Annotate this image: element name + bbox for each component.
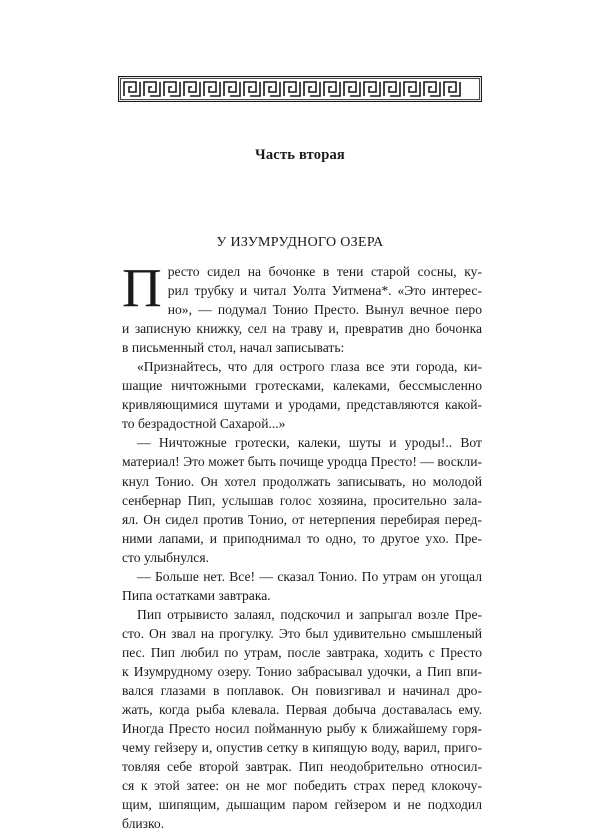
chapter-title: У ИЗУМРУДНОГО ОЗЕРА — [216, 235, 384, 250]
text-line: то безрадостной Сахарой...» — [122, 416, 286, 432]
text-line: — Ничтожные гротески, калеки, шуты и уроды!.. Вот — [137, 435, 482, 451]
text-line: щим, шипящим, дышащим паром гейзером и не подходил — [122, 797, 482, 813]
text-line: близко. — [122, 816, 165, 832]
text-line: кривляющимися шутами и уродами, представляются какой- — [122, 397, 482, 413]
text-line: ся к этой затее: он не мог победить страх перед клокочу- — [122, 778, 482, 794]
text-line: Пип отрывисто залаял, подскочил и запрыгал возле Пре- — [137, 606, 482, 622]
text-line: ял. Он сидел против Тонио, от нетерпения перебирая перед- — [122, 511, 482, 527]
text-line: и записную книжку, сел на траву и, превратив дно бочонка — [122, 321, 482, 337]
greek-key-ornament-icon — [118, 76, 482, 102]
text-line: жать, когда рыба клевала. Первая добыча доставалась ему. — [122, 702, 482, 718]
text-line: вался глазами в поплавок. Он повизгивал и начинал дро- — [122, 683, 482, 699]
text-line: материал! Это может быть почище уродца Престо! — воскли- — [122, 454, 482, 470]
text-line: в письменный стол, начал записывать: — [122, 340, 345, 356]
paragraph-p4 — [122, 567, 482, 605]
paragraph-p5 — [122, 605, 482, 833]
text-line: сто улыбнулся. — [122, 549, 209, 565]
text-line: рил трубку и читал Уолта Уитмена*. «Это интерес- — [167, 283, 482, 299]
drop-cap: П — [122, 257, 162, 318]
text-line: ними лапами, и приподнимал то одно, то другое ухо. Пре- — [122, 530, 482, 546]
paragraph-p2 — [122, 357, 482, 433]
part-title: Часть вторая — [255, 147, 345, 163]
text-line: чему гейзеру и, опустив сетку в кипящую воду, варил, приго- — [122, 740, 482, 756]
text-line: пес. Пип любил по утрам, после завтрака, ходить с Престо — [122, 644, 482, 660]
text-line: «Признайтесь, что для острого глаза все эти города, ки- — [137, 359, 482, 375]
text-line: но», — подумал Тонио Престо. Вынул вечное перо — [167, 302, 482, 318]
text-line: сенбернар Пип, услышав голос хозяина, просительно зала- — [122, 492, 482, 508]
text-line: — Больше нет. Все! — сказал Тонио. По утрам он угощал — [137, 568, 482, 584]
paragraph-p3 — [122, 433, 482, 566]
text-line: кнул Тонио. Он хотел продолжать записывать, но молодой — [122, 473, 482, 489]
text-line: ресто сидел на бочонке в тени старой сосны, ку- — [167, 264, 482, 279]
text-line: Иногда Престо носил пойманную рыбу к ближайшему горя- — [122, 721, 482, 737]
body-text — [122, 257, 482, 833]
text-line: сто. Он звал на прогулку. Это был удивительно смышленый — [122, 625, 482, 641]
text-line: к Изумрудному озеру. Тонио забрасывал удочки, а Пип впи- — [122, 663, 482, 679]
text-line: товляя себе второй завтрак. Пип неодобрительно относил- — [122, 759, 482, 775]
paragraph-p1 — [122, 257, 482, 357]
text-line: шащие ничтожными гротесками, калеками, бессмысленно — [122, 378, 482, 394]
text-line: Пипа остатками завтрака. — [122, 587, 271, 603]
